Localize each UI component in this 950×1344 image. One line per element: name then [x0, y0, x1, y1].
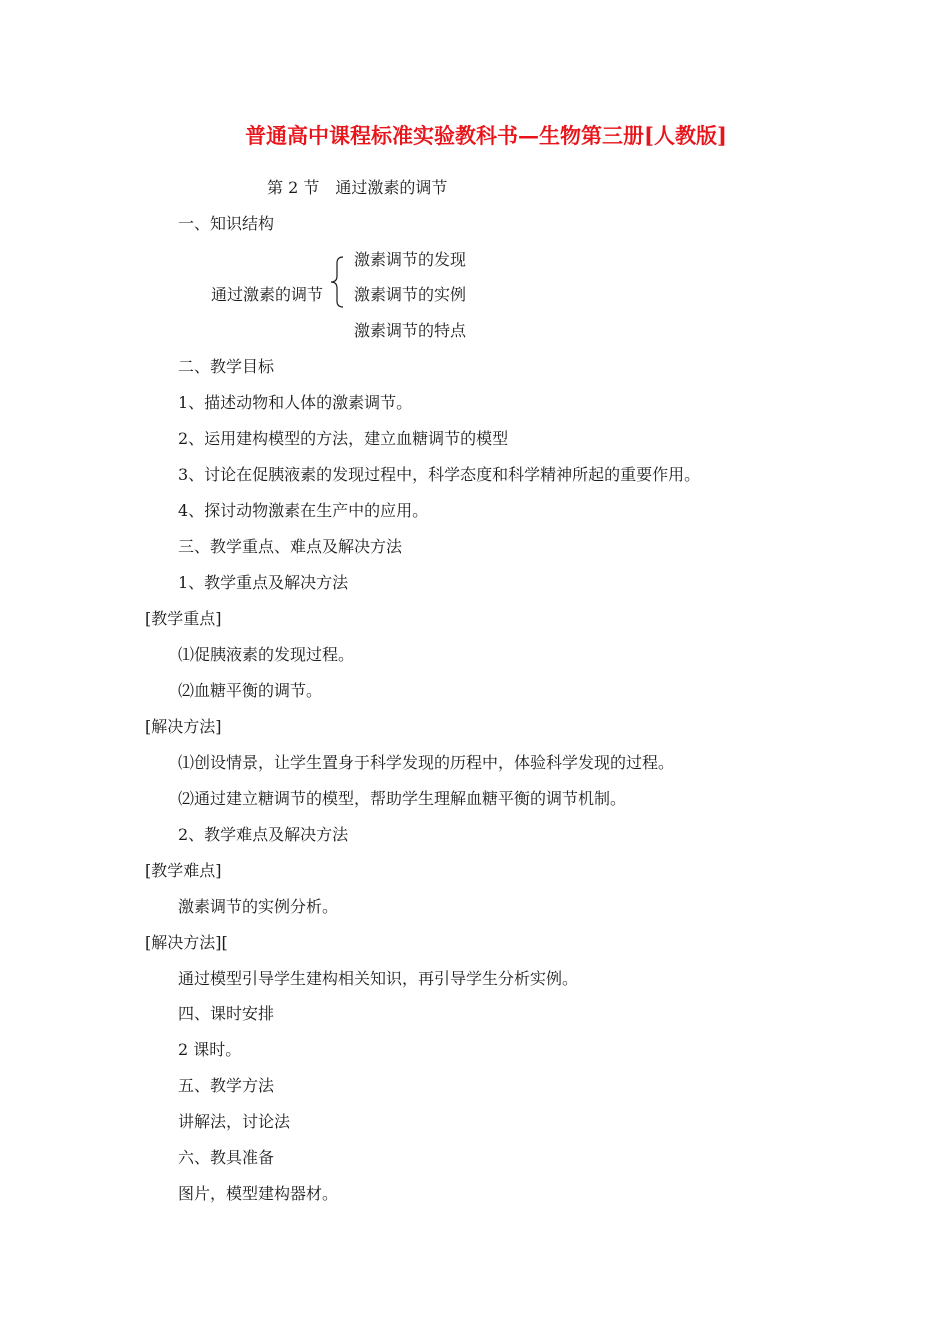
method2-label: [解决方法][ — [145, 933, 228, 952]
focus-item-2: ⑵血糖平衡的调节。 — [178, 681, 323, 700]
difficulty-text: 激素调节的实例分析。 — [178, 897, 339, 916]
structure-brace-icon — [330, 256, 344, 308]
structure-branch-2: 激素调节的实例 — [354, 285, 467, 304]
materials-text: 图片，模型建构器材。 — [178, 1184, 339, 1203]
structure-root: 通过激素的调节 — [211, 285, 324, 304]
knowledge-structure-heading: 一、知识结构 — [178, 214, 275, 233]
goal-item-1: 1、描述动物和人体的激素调节。 — [178, 393, 413, 412]
goal-item-3: 3、讨论在促胰液素的发现过程中，科学态度和科学精神所起的重要作用。 — [178, 465, 701, 484]
method2-text: 通过模型引导学生建构相关知识，再引导学生分析实例。 — [178, 969, 579, 988]
difficulty-label: [教学难点] — [145, 861, 222, 880]
focus-label: [教学重点] — [145, 609, 222, 628]
goal-item-2: 2、运用建构模型的方法，建立血糖调节的模型 — [178, 429, 509, 448]
goals-heading: 二、教学目标 — [178, 357, 275, 376]
method-label: [解决方法] — [145, 717, 222, 736]
schedule-text: 2 课时。 — [178, 1040, 242, 1059]
focus-item-1: ⑴促胰液素的发现过程。 — [178, 645, 355, 664]
materials-heading: 六、教具准备 — [178, 1148, 275, 1167]
structure-branch-1: 激素调节的发现 — [354, 250, 467, 269]
section-heading: 第 2 节 通过激素的调节 — [267, 178, 448, 197]
method-item-1: ⑴创设情景，让学生置身于科学发现的历程中，体验科学发现的过程。 — [178, 753, 675, 772]
key-points-sub1-heading: 1、教学重点及解决方法 — [178, 573, 349, 592]
structure-branch-3: 激素调节的特点 — [354, 321, 467, 340]
method-item-2: ⑵通过建立糖调节的模型，帮助学生理解血糖平衡的调节机制。 — [178, 789, 627, 808]
goal-item-4: 4、探讨动物激素在生产中的应用。 — [178, 501, 429, 520]
schedule-heading: 四、课时安排 — [178, 1004, 275, 1023]
document-title: 普通高中课程标准实验教科书—生物第三册[人教版] — [245, 123, 727, 148]
methods-text: 讲解法，讨论法 — [178, 1112, 291, 1131]
key-points-sub2-heading: 2、教学难点及解决方法 — [178, 825, 349, 844]
key-points-heading: 三、教学重点、难点及解决方法 — [178, 537, 403, 556]
methods-heading: 五、教学方法 — [178, 1076, 275, 1095]
